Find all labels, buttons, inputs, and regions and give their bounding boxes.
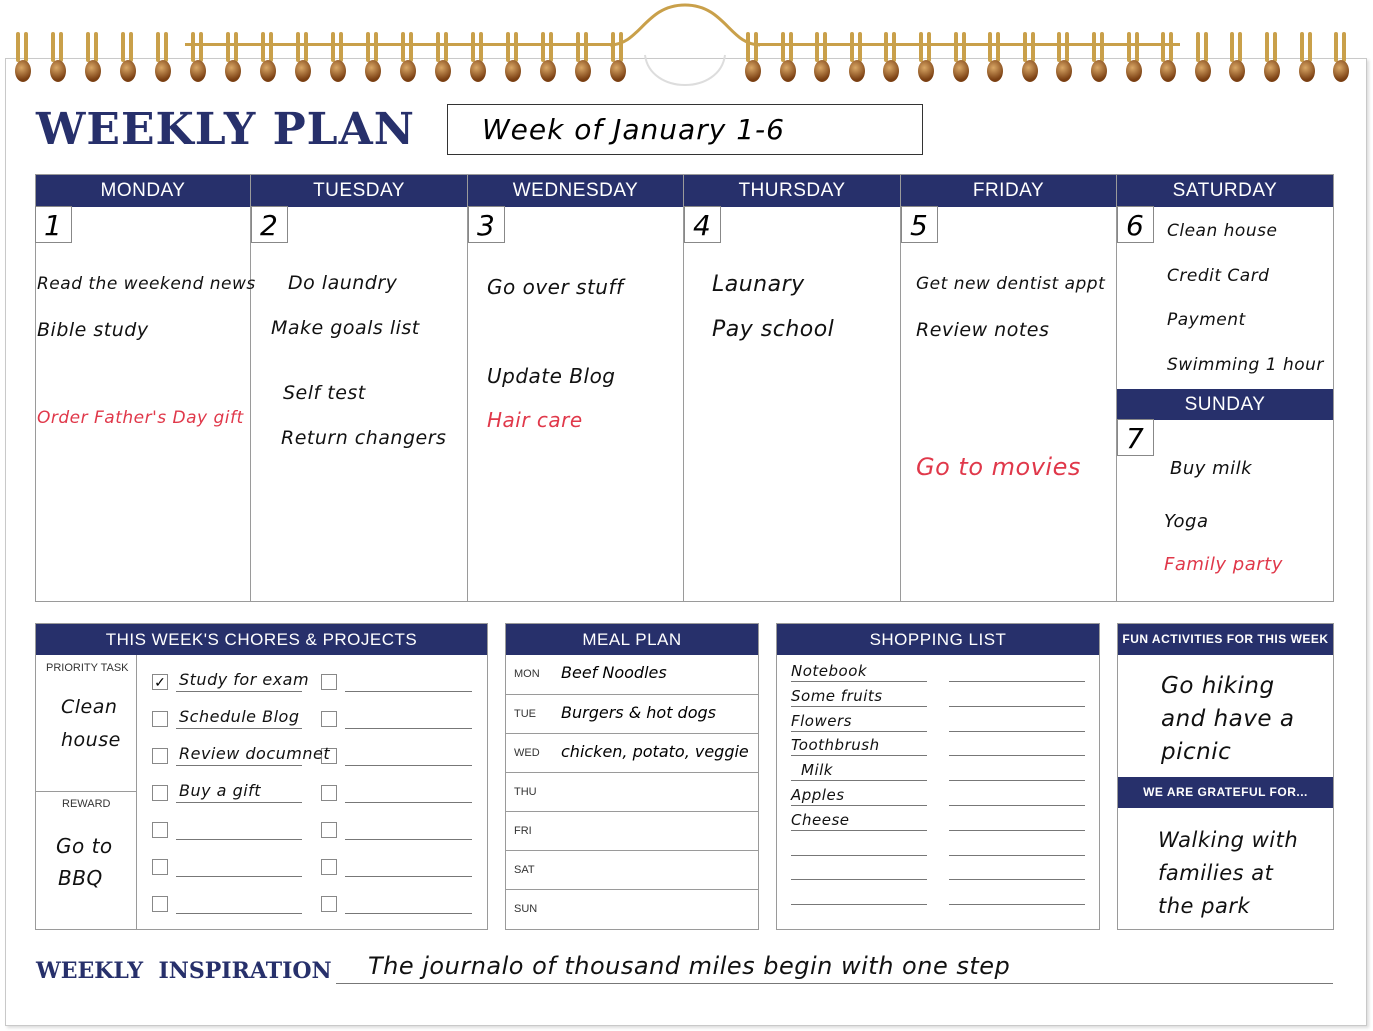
- task-line: [345, 876, 472, 877]
- note: Self test: [283, 382, 366, 404]
- shopping-item[interactable]: Cheese: [791, 810, 850, 829]
- task-line: [176, 876, 302, 877]
- spiral-ring: [189, 32, 207, 84]
- task-checkbox[interactable]: [152, 748, 168, 764]
- task-line: [176, 913, 302, 914]
- hanger-wire: [600, 0, 770, 100]
- meal-row[interactable]: [506, 811, 758, 850]
- fun-line: Go hiking: [1161, 673, 1275, 699]
- day-header-sunday: SUNDAY: [1117, 389, 1333, 420]
- spiral-ring: [574, 32, 592, 84]
- shopping-line: [791, 855, 927, 856]
- meal-day: FRI: [514, 825, 532, 837]
- note: Do laundry: [288, 272, 398, 294]
- meal-day: MON: [514, 668, 540, 680]
- reward-text: Go to: [56, 834, 113, 858]
- spiral-ring: [1055, 32, 1073, 84]
- note: Order Father's Day gift: [37, 408, 244, 428]
- shopping-line: [949, 706, 1085, 707]
- meal-row[interactable]: [506, 850, 758, 889]
- spiral-ring: [952, 32, 970, 84]
- day-header: FRIDAY: [901, 175, 1116, 207]
- note: Payment: [1167, 310, 1246, 330]
- task-checkbox[interactable]: [321, 674, 337, 690]
- reward-label: REWARD: [62, 798, 111, 810]
- spiral-ring: [14, 32, 32, 84]
- inspiration-line: [336, 983, 1333, 984]
- priority-text: Clean: [61, 696, 118, 718]
- shopping-line: [949, 755, 1085, 756]
- spiral-ring: [1159, 32, 1177, 84]
- task-checkbox[interactable]: [321, 711, 337, 727]
- meal-plan-section: [505, 623, 759, 930]
- spiral-ring: [1263, 32, 1281, 84]
- priority-label: PRIORITY TASK: [46, 662, 129, 674]
- task-checkbox[interactable]: [152, 785, 168, 801]
- priority-text: house: [61, 729, 121, 751]
- spiral-ring: [399, 32, 417, 84]
- shopping-item[interactable]: Milk: [801, 761, 833, 780]
- meal-day: SAT: [514, 864, 535, 876]
- shopping-item[interactable]: Notebook: [791, 662, 868, 680]
- note: Yoga: [1164, 511, 1209, 532]
- task-checkbox[interactable]: [152, 859, 168, 875]
- date-box: 2: [251, 206, 288, 243]
- shopping-line: [949, 805, 1085, 806]
- reward-text: BBQ: [58, 866, 103, 890]
- task-line: [345, 802, 472, 803]
- meal-value: Beef Noodles: [561, 663, 667, 682]
- spiral-ring: [224, 32, 242, 84]
- chores-section: [35, 623, 488, 930]
- date-box: 1: [35, 206, 72, 243]
- spiral-ring: [848, 32, 866, 84]
- grateful-line: Walking with: [1158, 828, 1299, 852]
- shopping-item[interactable]: Flowers: [791, 711, 852, 730]
- meal-value: chicken, potato, veggie: [561, 742, 749, 761]
- section-header-grateful: WE ARE GRATEFUL FOR...: [1118, 777, 1333, 808]
- note: Make goals list: [271, 317, 420, 339]
- page-title: WEEKLY PLAN: [36, 104, 415, 155]
- meal-day: SUN: [514, 903, 538, 915]
- shopping-line: [949, 879, 1085, 880]
- day-header: TUESDAY: [251, 175, 467, 207]
- note: Hair care: [487, 408, 583, 432]
- day-header: THURSDAY: [684, 175, 900, 207]
- note: Swimming 1 hour: [1167, 355, 1324, 375]
- section-header: SHOPPING LIST: [777, 624, 1099, 655]
- spiral-ring: [986, 32, 1004, 84]
- task-text[interactable]: Review documnet: [179, 744, 331, 763]
- note: Family party: [1164, 554, 1283, 575]
- spiral-ring: [539, 32, 557, 84]
- task-line: [176, 839, 302, 840]
- shopping-line: [791, 879, 927, 880]
- section-header: MEAL PLAN: [506, 624, 758, 655]
- spiral-ring: [1194, 32, 1212, 84]
- shopping-list-section: [776, 623, 1100, 930]
- shopping-item[interactable]: Apples: [791, 786, 845, 804]
- date-box: 7: [1117, 419, 1154, 456]
- inspiration-label: WEEKLY INSPIRATION: [36, 958, 332, 984]
- day-header: MONDAY: [36, 175, 250, 207]
- spiral-ring: [329, 32, 347, 84]
- day-header: SATURDAY: [1117, 175, 1333, 207]
- task-text[interactable]: Study for exam: [179, 670, 310, 689]
- spiral-ring: [1090, 32, 1108, 84]
- meal-value: Burgers & hot dogs: [561, 703, 716, 722]
- spiral-ring: [1125, 32, 1143, 84]
- shopping-line: [791, 904, 927, 905]
- spiral-ring: [259, 32, 277, 84]
- grateful-line: families at: [1158, 861, 1274, 885]
- note: Buy milk: [1170, 458, 1253, 479]
- spiral-ring: [469, 32, 487, 84]
- task-line: [345, 691, 472, 692]
- task-text[interactable]: Schedule Blog: [179, 707, 300, 726]
- shopping-item[interactable]: Some fruits: [791, 686, 883, 705]
- meal-day: THU: [514, 786, 537, 798]
- note: Review notes: [916, 319, 1050, 341]
- note: Read the weekend news: [37, 274, 256, 294]
- task-checkbox[interactable]: [152, 711, 168, 727]
- task-line: [345, 839, 472, 840]
- shopping-line: [949, 855, 1085, 856]
- spiral-ring: [1332, 32, 1350, 84]
- spiral-ring: [813, 32, 831, 84]
- note: Clean house: [1167, 221, 1278, 241]
- task-line: [345, 728, 472, 729]
- fun-line: and have a: [1161, 706, 1295, 732]
- shopping-line: [949, 731, 1085, 732]
- shopping-line: [949, 830, 1085, 831]
- week-of-field[interactable]: [447, 104, 923, 155]
- spiral-ring: [1021, 32, 1039, 84]
- spiral-ring: [84, 32, 102, 84]
- meal-row[interactable]: [506, 694, 758, 733]
- section-header: FUN ACTIVITIES FOR THIS WEEK: [1118, 624, 1333, 655]
- task-text[interactable]: Buy a gift: [179, 781, 262, 800]
- date-box: 6: [1117, 206, 1154, 243]
- spiral-ring: [504, 32, 522, 84]
- note: Go over stuff: [487, 275, 624, 299]
- task-checkbox[interactable]: [152, 896, 168, 912]
- task-checkbox[interactable]: [321, 822, 337, 838]
- shopping-line: [949, 904, 1085, 905]
- note: Bible study: [37, 319, 149, 341]
- task-checkbox[interactable]: [321, 859, 337, 875]
- meal-row[interactable]: [506, 655, 758, 694]
- shopping-item[interactable]: Toothbrush: [791, 736, 880, 755]
- meal-row[interactable]: [506, 772, 758, 811]
- date-box: 3: [468, 206, 505, 243]
- spiral-ring: [1228, 32, 1246, 84]
- task-checkbox[interactable]: [152, 822, 168, 838]
- spiral-ring: [779, 32, 797, 84]
- shopping-line: [949, 780, 1085, 781]
- spiral-ring: [154, 32, 172, 84]
- task-checkbox[interactable]: [321, 896, 337, 912]
- spiral-ring: [364, 32, 382, 84]
- meal-row[interactable]: [506, 889, 758, 928]
- meal-row[interactable]: [506, 733, 758, 772]
- fun-line: picnic: [1161, 739, 1232, 765]
- date-box: 5: [901, 206, 938, 243]
- note: Credit Card: [1167, 266, 1270, 286]
- note: Pay school: [712, 317, 835, 342]
- note: Update Blog: [487, 364, 616, 388]
- task-line: [345, 765, 472, 766]
- note: Return changers: [281, 427, 447, 449]
- meal-day: TUE: [514, 708, 536, 720]
- spiral-ring: [882, 32, 900, 84]
- task-line: [345, 913, 472, 914]
- meal-day: WED: [514, 747, 540, 759]
- date-box: 4: [684, 206, 721, 243]
- spiral-ring: [917, 32, 935, 84]
- spiral-ring: [434, 32, 452, 84]
- spiral-ring: [119, 32, 137, 84]
- binding-wire: [755, 43, 1180, 46]
- inspiration-text: The journalo of thousand miles begin with one step: [368, 952, 1011, 980]
- binding-wire: [185, 43, 615, 46]
- spiral-ring: [1298, 32, 1316, 84]
- task-checkbox[interactable]: ✓: [152, 674, 168, 690]
- spiral-ring: [294, 32, 312, 84]
- note: Get new dentist appt: [916, 274, 1106, 294]
- spiral-ring: [49, 32, 67, 84]
- week-of-text: Week of January 1-6: [482, 113, 785, 146]
- fun-activities-section: [1117, 623, 1334, 930]
- shopping-line: [949, 681, 1085, 682]
- section-header: THIS WEEK'S CHORES & PROJECTS: [36, 624, 487, 655]
- grateful-line: the park: [1158, 894, 1251, 918]
- note: Go to movies: [916, 453, 1081, 481]
- task-checkbox[interactable]: [321, 785, 337, 801]
- day-header: WEDNESDAY: [468, 175, 683, 207]
- note: Launary: [712, 272, 805, 297]
